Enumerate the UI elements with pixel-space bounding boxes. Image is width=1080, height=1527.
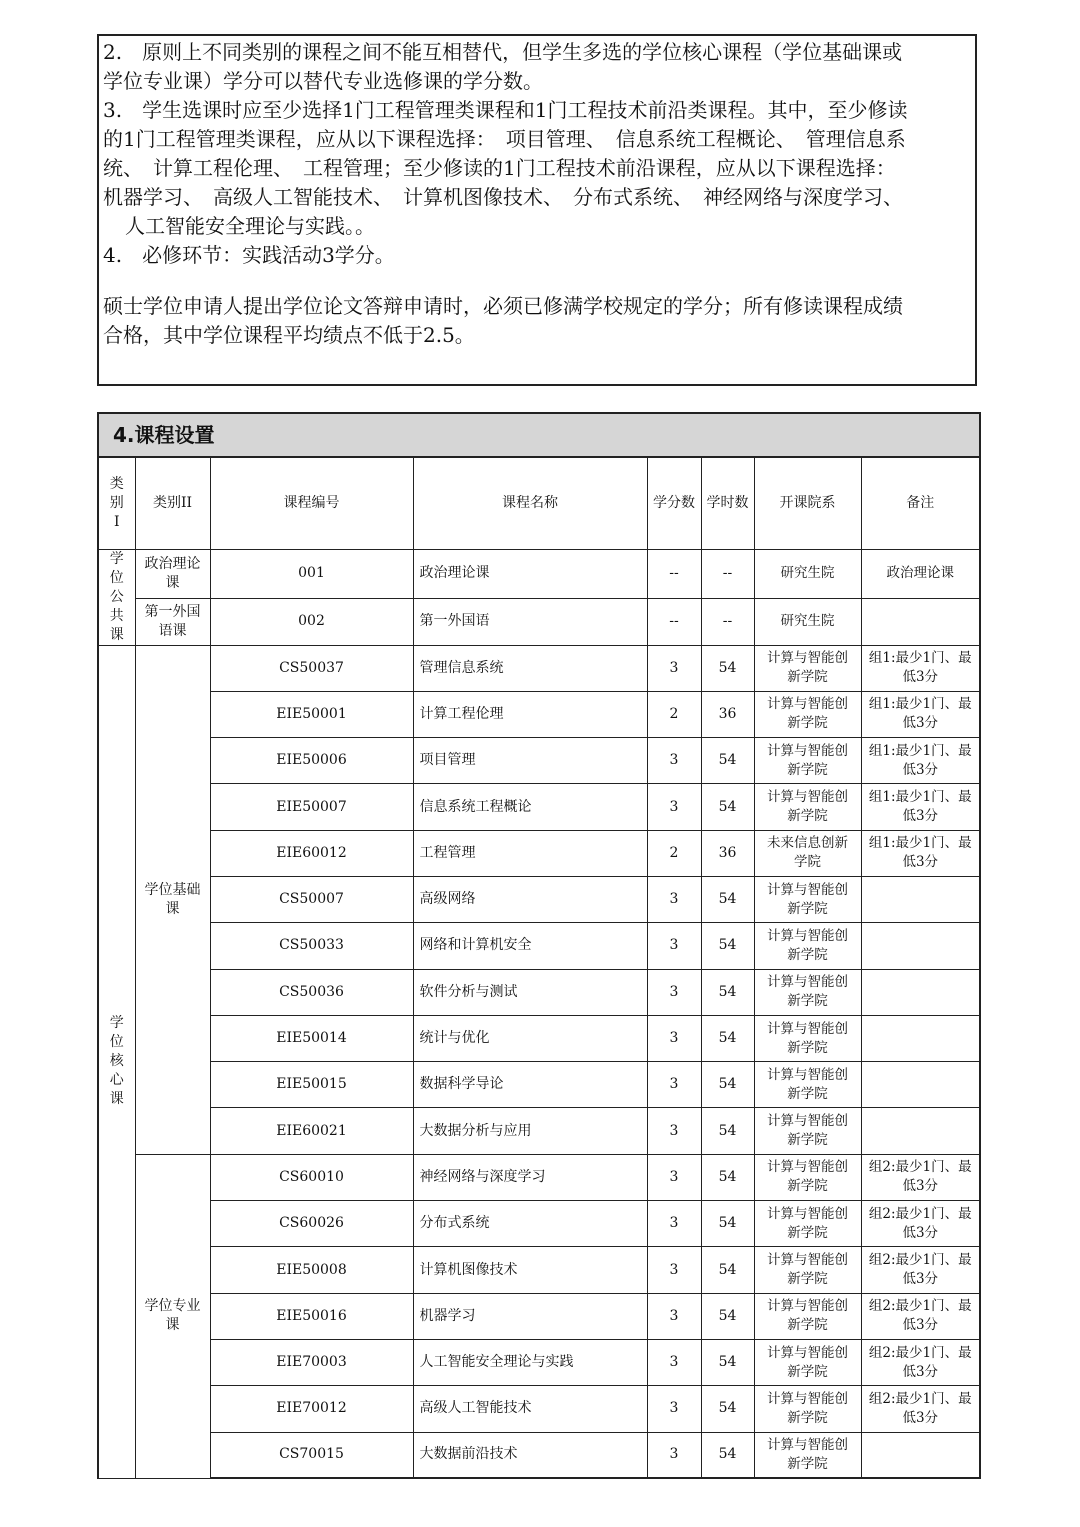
table-row	[98, 1015, 980, 1061]
course-hours: 54	[701, 1154, 754, 1200]
table-row	[98, 969, 980, 1015]
table-row	[98, 923, 980, 969]
course-name: 机器学习	[413, 1293, 647, 1339]
course-credits: 3	[647, 1154, 701, 1200]
note-line: 3. 学生选课时应至少选择1门工程管理类课程和1门工程技术前沿类课程。其中，至少修读	[103, 98, 908, 122]
note-line: 机器学习、 高级人工智能技术、 计算机图像技术、 分布式系统、 神经网络与深度学习、	[103, 185, 903, 209]
course-name: 管理信息系统	[413, 645, 647, 691]
table-row	[98, 598, 980, 645]
course-remark	[861, 969, 980, 1015]
course-remark: 组2:最少1门、最 低3分	[861, 1201, 980, 1247]
course-hours: 54	[701, 1015, 754, 1061]
table-row	[98, 1201, 980, 1247]
header-hours: 学时数	[701, 457, 754, 549]
course-name: 软件分析与测试	[413, 969, 647, 1015]
course-department: 计算与智能创 新学院	[754, 923, 861, 969]
course-name: 人工智能安全理论与实践	[413, 1339, 647, 1385]
course-name: 统计与优化	[413, 1015, 647, 1061]
course-hours: 54	[701, 876, 754, 922]
table-row	[98, 1432, 980, 1478]
course-credits: 3	[647, 645, 701, 691]
header-course-name: 课程名称	[413, 457, 647, 549]
course-code: CS70015	[210, 1432, 413, 1478]
course-remark	[861, 923, 980, 969]
course-name: 大数据分析与应用	[413, 1108, 647, 1154]
course-credits: 2	[647, 830, 701, 876]
course-hours: 54	[701, 1108, 754, 1154]
course-hours: 54	[701, 1432, 754, 1478]
course-credits: 3	[647, 1339, 701, 1385]
course-credits: 3	[647, 1432, 701, 1478]
course-department: 计算与智能创 新学院	[754, 1293, 861, 1339]
degree-requirement-line: 硕士学位申请人提出学位论文答辩申请时，必须已修满学校规定的学分；所有修读课程成绩	[103, 294, 903, 318]
course-department: 计算与智能创 新学院	[754, 1062, 861, 1108]
table-row	[98, 1247, 980, 1293]
note-line: 学位专业课）学分可以替代专业选修课的学分数。	[103, 69, 543, 93]
table-row	[98, 1386, 980, 1432]
table-row	[98, 830, 980, 876]
course-name: 项目管理	[413, 738, 647, 784]
course-code: EIE50016	[210, 1293, 413, 1339]
course-name: 大数据前沿技术	[413, 1432, 647, 1478]
course-hours: 36	[701, 691, 754, 737]
category-core: 学 位 核 心 课	[98, 645, 135, 1478]
course-remark	[861, 1015, 980, 1061]
course-hours: 54	[701, 1062, 754, 1108]
course-remark: 组1:最少1门、最 低3分	[861, 738, 980, 784]
course-credits: 3	[647, 1201, 701, 1247]
table-row	[98, 1339, 980, 1385]
course-department: 计算与智能创 新学院	[754, 738, 861, 784]
table-row	[98, 784, 980, 830]
note-line: 的1门工程管理类课程，应从以下课程选择： 项目管理、 信息系统工程概论、 管理信息系	[103, 127, 906, 151]
course-department: 计算与智能创 新学院	[754, 1108, 861, 1154]
course-code: EIE60012	[210, 830, 413, 876]
course-department: 计算与智能创 新学院	[754, 645, 861, 691]
course-department: 研究生院	[754, 598, 861, 645]
header-remark: 备注	[861, 457, 980, 549]
course-hours: 54	[701, 1247, 754, 1293]
table-row	[98, 1293, 980, 1339]
table-row	[98, 876, 980, 922]
course-code: CS50033	[210, 923, 413, 969]
course-hours: 54	[701, 923, 754, 969]
course-hours: 54	[701, 1339, 754, 1385]
course-department: 计算与智能创 新学院	[754, 969, 861, 1015]
category-public: 学 位 公 共 课	[98, 549, 135, 645]
course-hours: 54	[701, 738, 754, 784]
course-code: EIE70012	[210, 1386, 413, 1432]
requirements-notes	[97, 34, 977, 386]
course-name: 分布式系统	[413, 1201, 647, 1247]
degree-requirement-line: 合格，其中学位课程平均绩点不低于2.5。	[103, 323, 475, 347]
course-remark: 政治理论课	[861, 549, 980, 598]
course-code: 002	[210, 598, 413, 645]
course-department: 研究生院	[754, 549, 861, 598]
course-code: CS50037	[210, 645, 413, 691]
course-credits: --	[647, 598, 701, 645]
note-line: 4. 必修环节：实践活动3学分。	[103, 243, 395, 267]
course-department: 计算与智能创 新学院	[754, 784, 861, 830]
subcategory-politics: 政治理论 课	[135, 549, 210, 598]
course-department: 计算与智能创 新学院	[754, 1339, 861, 1385]
course-department: 计算与智能创 新学院	[754, 1432, 861, 1478]
course-credits: 3	[647, 1386, 701, 1432]
course-department: 计算与智能创 新学院	[754, 1154, 861, 1200]
course-name: 第一外国语	[413, 598, 647, 645]
course-remark: 组2:最少1门、最 低3分	[861, 1247, 980, 1293]
course-name: 高级网络	[413, 876, 647, 922]
course-credits: 3	[647, 738, 701, 784]
header-category-1: 类 别 I	[98, 457, 135, 549]
course-remark	[861, 1062, 980, 1108]
course-code: CS50007	[210, 876, 413, 922]
course-department: 计算与智能创 新学院	[754, 1201, 861, 1247]
course-credits: 3	[647, 969, 701, 1015]
course-credits: 3	[647, 1108, 701, 1154]
course-department: 计算与智能创 新学院	[754, 876, 861, 922]
course-hours: 54	[701, 645, 754, 691]
course-code: EIE50006	[210, 738, 413, 784]
course-name: 工程管理	[413, 830, 647, 876]
course-remark: 组2:最少1门、最 低3分	[861, 1293, 980, 1339]
note-line: 统、 计算工程伦理、 工程管理；至少修读的1门工程技术前沿课程，应从以下课程选择：	[103, 156, 896, 180]
course-remark	[861, 1432, 980, 1478]
course-remark: 组1:最少1门、最 低3分	[861, 691, 980, 737]
course-hours: 54	[701, 1386, 754, 1432]
course-name: 政治理论课	[413, 549, 647, 598]
course-remark: 组1:最少1门、最 低3分	[861, 830, 980, 876]
table-row	[98, 691, 980, 737]
course-table	[97, 412, 981, 1479]
course-remark: 组2:最少1门、最 低3分	[861, 1154, 980, 1200]
course-remark	[861, 598, 980, 645]
course-hours: 36	[701, 830, 754, 876]
course-credits: 3	[647, 784, 701, 830]
course-code: EIE50007	[210, 784, 413, 830]
course-name: 高级人工智能技术	[413, 1386, 647, 1432]
note-line: 2. 原则上不同类别的课程之间不能互相替代，但学生多选的学位核心课程（学位基础课或	[103, 40, 903, 64]
course-code: CS60010	[210, 1154, 413, 1200]
course-code: CS60026	[210, 1201, 413, 1247]
course-credits: 2	[647, 691, 701, 737]
course-code: EIE60021	[210, 1108, 413, 1154]
course-code: EIE50001	[210, 691, 413, 737]
course-code: EIE70003	[210, 1339, 413, 1385]
header-department: 开课院系	[754, 457, 861, 549]
course-name: 计算工程伦理	[413, 691, 647, 737]
course-credits: --	[647, 549, 701, 598]
note-line: 人工智能安全理论与实践。。	[125, 214, 375, 238]
table-row	[98, 738, 980, 784]
course-remark	[861, 876, 980, 922]
course-hours: 54	[701, 784, 754, 830]
course-name: 数据科学导论	[413, 1062, 647, 1108]
course-name: 网络和计算机安全	[413, 923, 647, 969]
course-name: 信息系统工程概论	[413, 784, 647, 830]
table-row	[98, 1062, 980, 1108]
course-remark: 组2:最少1门、最 低3分	[861, 1339, 980, 1385]
header-credits: 学分数	[647, 457, 701, 549]
course-hours: 54	[701, 1293, 754, 1339]
subcategory-basic: 学位基础 课	[135, 645, 210, 1154]
course-credits: 3	[647, 1062, 701, 1108]
course-remark: 组2:最少1门、最 低3分	[861, 1386, 980, 1432]
course-code: EIE50015	[210, 1062, 413, 1108]
course-department: 计算与智能创 新学院	[754, 691, 861, 737]
course-department: 计算与智能创 新学院	[754, 1015, 861, 1061]
course-credits: 3	[647, 876, 701, 922]
course-hours: --	[701, 549, 754, 598]
header-course-code: 课程编号	[210, 457, 413, 549]
table-row	[98, 1108, 980, 1154]
table-row	[98, 645, 980, 691]
table-row	[98, 549, 980, 598]
course-credits: 3	[647, 923, 701, 969]
course-code: EIE50008	[210, 1247, 413, 1293]
header-category-2: 类别II	[135, 457, 210, 549]
course-department: 计算与智能创 新学院	[754, 1386, 861, 1432]
course-hours: 54	[701, 969, 754, 1015]
course-name: 神经网络与深度学习	[413, 1154, 647, 1200]
course-remark: 组1:最少1门、最 低3分	[861, 645, 980, 691]
subcategory-language: 第一外国 语课	[135, 598, 210, 645]
course-department: 未来信息创新 学院	[754, 830, 861, 876]
course-code: CS50036	[210, 969, 413, 1015]
course-department: 计算与智能创 新学院	[754, 1247, 861, 1293]
course-hours: 54	[701, 1201, 754, 1247]
course-name: 计算机图像技术	[413, 1247, 647, 1293]
course-credits: 3	[647, 1247, 701, 1293]
course-code: EIE50014	[210, 1015, 413, 1061]
course-credits: 3	[647, 1015, 701, 1061]
course-remark	[861, 1108, 980, 1154]
course-credits: 3	[647, 1293, 701, 1339]
section-title: 4.课程设置	[98, 413, 980, 457]
table-row	[98, 1154, 980, 1200]
course-remark: 组1:最少1门、最 低3分	[861, 784, 980, 830]
subcategory-major: 学位专业 课	[135, 1154, 210, 1478]
course-hours: --	[701, 598, 754, 645]
course-code: 001	[210, 549, 413, 598]
